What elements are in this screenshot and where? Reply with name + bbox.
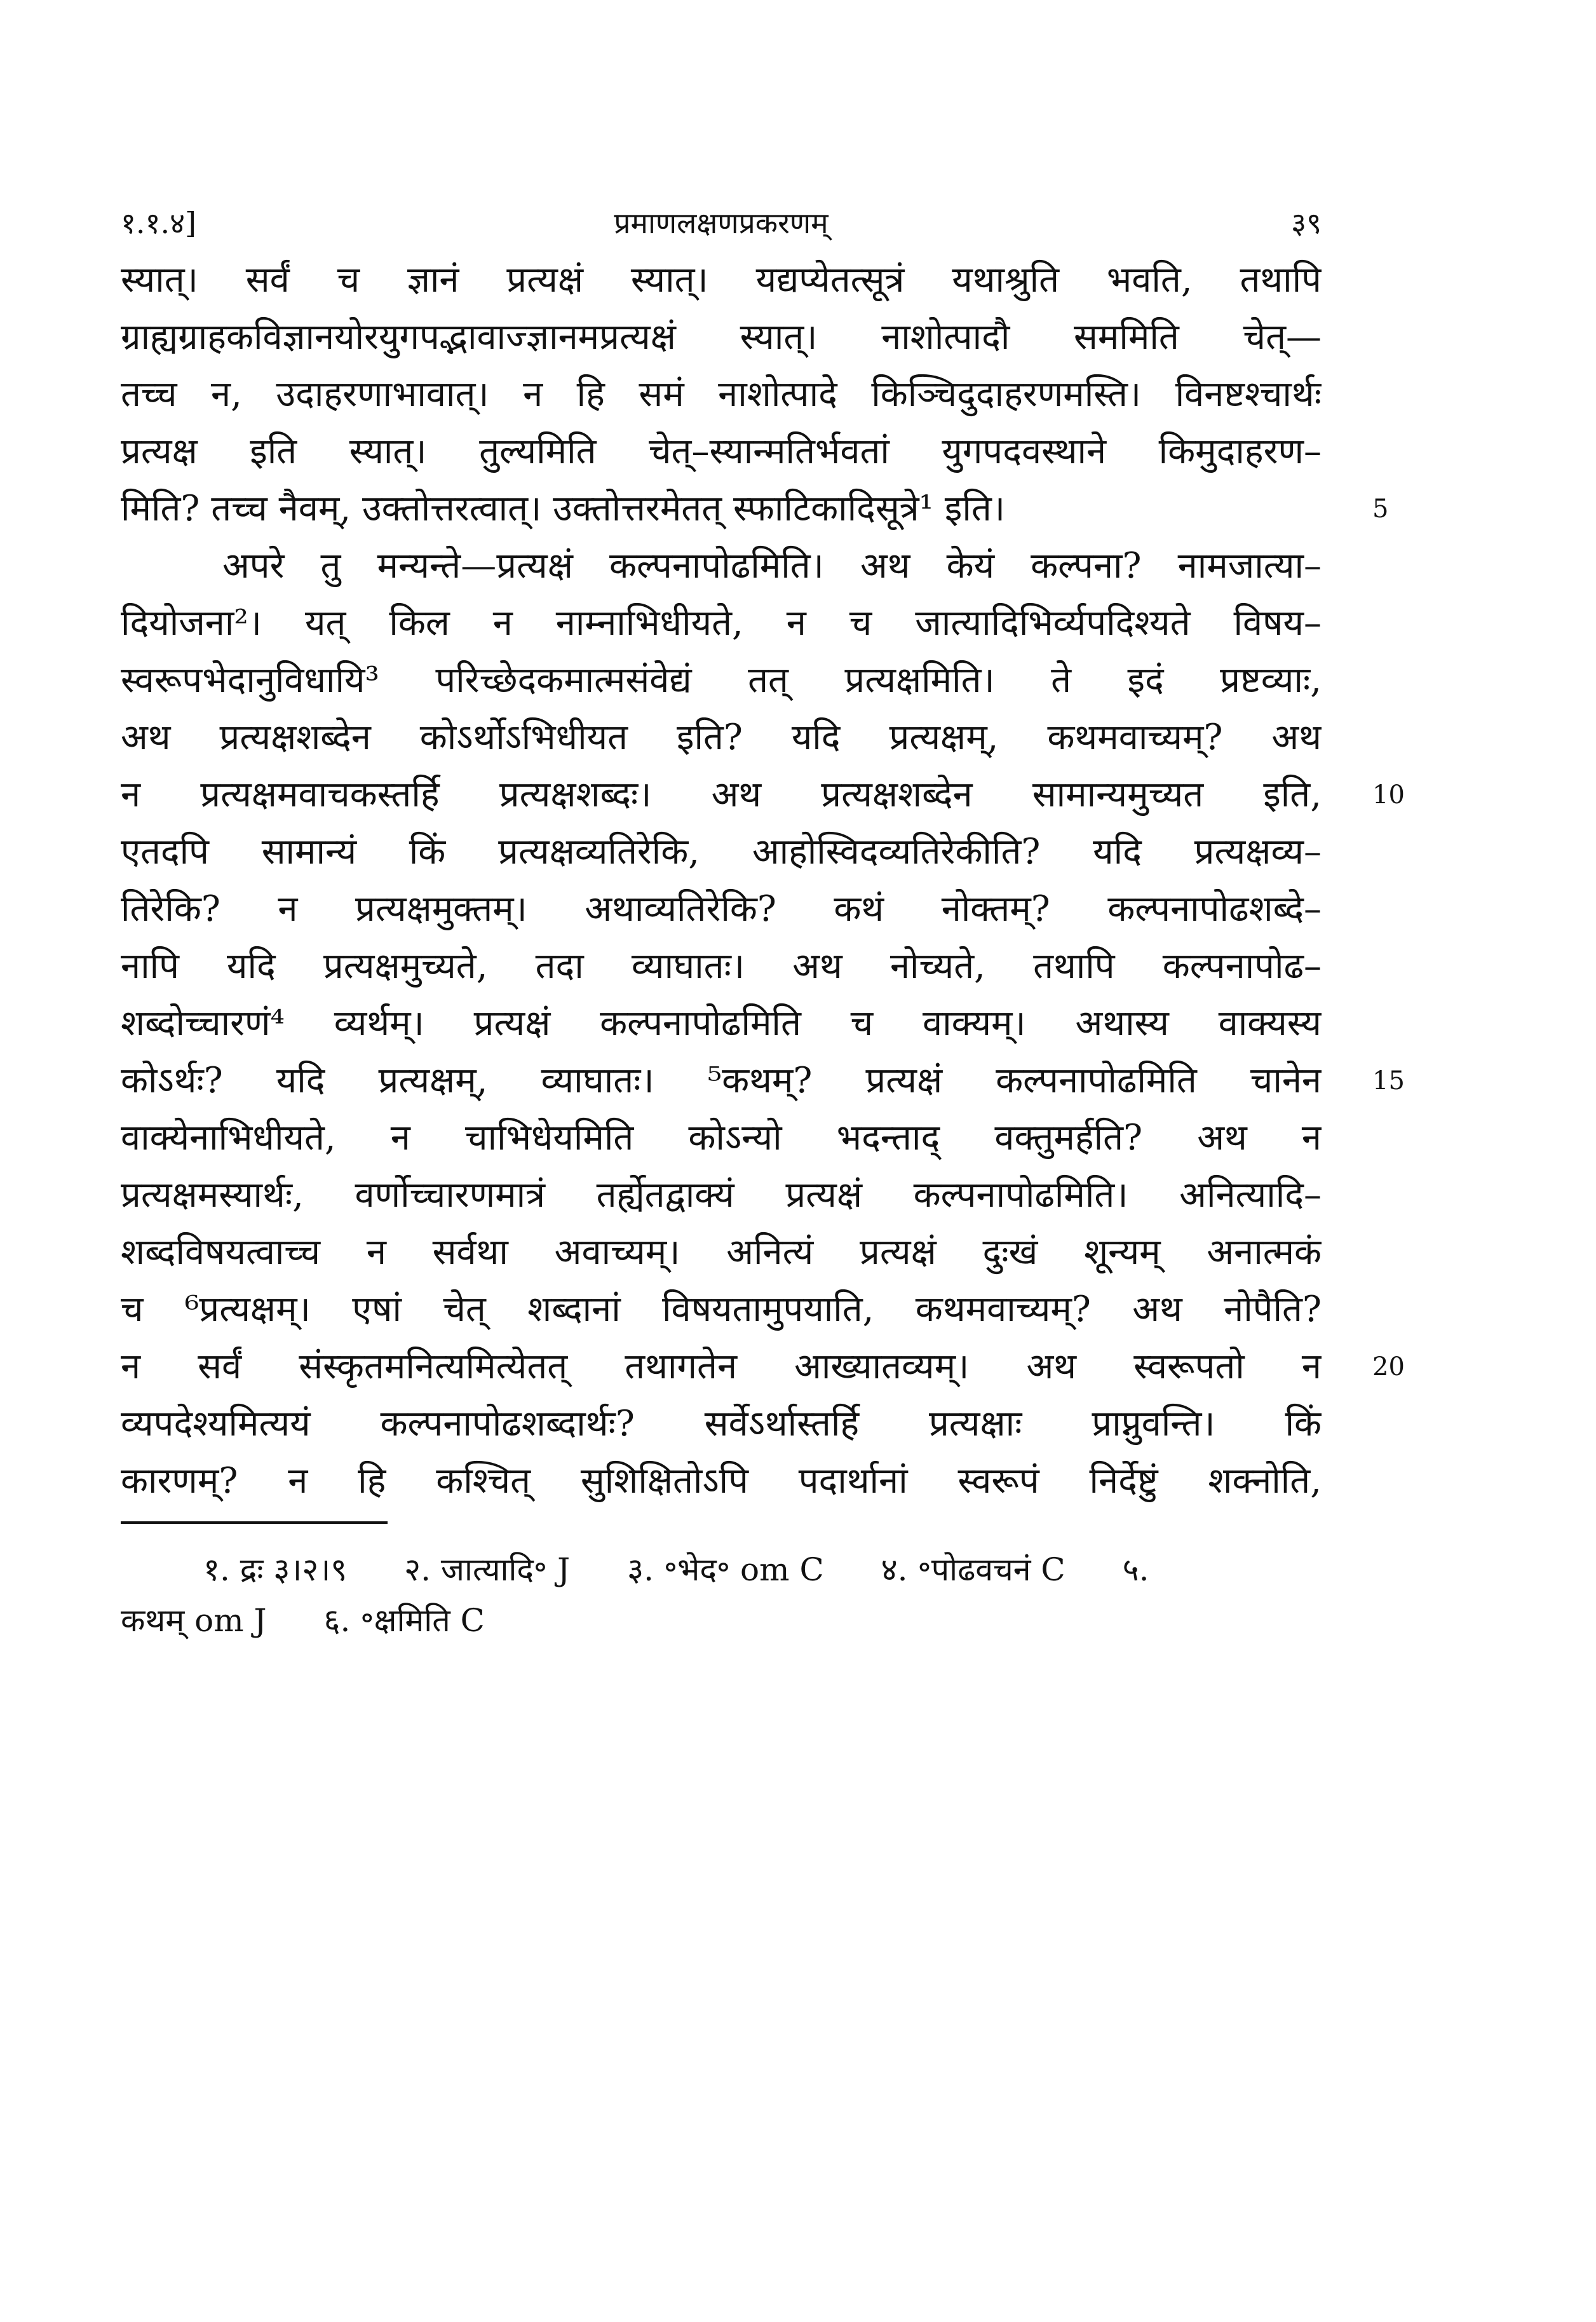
text-line: अथ प्रत्यक्षशब्देन कोऽर्थोऽभिधीयत इति? यदि प्रत्यक्षम्, कथमवाच्यम्? अथ	[121, 717, 1322, 758]
text-line: दियोजना²। यत् किल न नाम्नाभिधीयते, न च जात्यादिभिर्व्यपदिश्यते विषय–	[121, 602, 1322, 644]
footnote: कथम् om J	[121, 1602, 267, 1639]
text-line: नापि यदि प्रत्यक्षमुच्यते, तदा व्याघातः। अथ नोच्यते, तथापि कल्पनापोढ–	[121, 946, 1322, 987]
line-number: 20	[1372, 1352, 1405, 1382]
text-line: व्यपदेश्यमित्ययं कल्पनापोढशब्दार्थः? सर्वेऽर्थास्तर्हि प्रत्यक्षाः प्राप्नुवन्ति। किं	[121, 1403, 1322, 1444]
line-number: 10	[1372, 780, 1405, 810]
text-line: वाक्येनाभिधीयते, न चाभिधेयमिति कोऽन्यो भदन्ताद् वक्तुमर्हति? अथ न	[121, 1117, 1322, 1158]
footnote: ३. ॰भेद॰ om C	[627, 1551, 824, 1588]
line-number: 5	[1372, 494, 1389, 524]
text-line: ग्राह्यग्राहकविज्ञानयोरयुगपद्भावाज्ज्ञानमप्रत्यक्षं स्यात्। नाशोत्पादौ सममिति चेत्—	[121, 316, 1322, 358]
text-line: अपरे तु मन्यन्ते—प्रत्यक्षं कल्पनापोढमिति। अथ केयं कल्पना? नामजात्या–	[222, 545, 1322, 587]
footnote-divider	[121, 1521, 388, 1524]
text-line: कारणम्? न हि कश्चित् सुशिक्षितोऽपि पदार्थानां स्वरूपं निर्देष्टुं शक्नोति,	[121, 1460, 1322, 1502]
text-line: न सर्वं संस्कृतमनित्यमित्येतत् तथागतेन आख्यातव्यम्। अथ स्वरूपतो न	[121, 1346, 1322, 1387]
footnote: ५.	[1122, 1551, 1149, 1588]
footnotes-row	[121, 1595, 1322, 1646]
footnote: ४. ॰पोढवचनं C	[881, 1551, 1065, 1588]
text-line: प्रत्यक्षमस्यार्थः, वर्णोच्चारणमात्रं तर्ह्येतद्वाक्यं प्रत्यक्षं कल्पनापोढमिति। अनित्यादि–	[121, 1174, 1322, 1216]
text-line: एतदपि सामान्यं किं प्रत्यक्षव्यतिरेकि, आहोस्विदव्यतिरेकीति? यदि प्रत्यक्षव्य–	[121, 831, 1322, 872]
text-line: च ⁶प्रत्यक्षम्। एषां चेत् शब्दानां विषयतामुपयाति, कथमवाच्यम्? अथ नोपैति?	[121, 1289, 1322, 1330]
text-line: मिति? तच्च नैवम्, उक्तोत्तरत्वात्। उक्तोत्तरमेतत् स्फाटिकादिसूत्रे¹ इति।	[121, 488, 1006, 529]
footnotes-row	[121, 1544, 1322, 1595]
line-number: 15	[1372, 1066, 1405, 1096]
text-line: तिरेकि? न प्रत्यक्षमुक्तम्। अथाव्यतिरेकि? कथं नोक्तम्? कल्पनापोढशब्दे–	[121, 888, 1322, 930]
section-number: १.१.४]	[121, 206, 196, 240]
chapter-title: प्रमाणलक्षणप्रकरणम्	[614, 206, 828, 240]
text-line: शब्दोच्चारणं⁴ व्यर्थम्। प्रत्यक्षं कल्पनापोढमिति च वाक्यम्। अथास्य वाक्यस्य	[121, 1003, 1322, 1044]
text-line: न प्रत्यक्षमवाचकस्तर्हि प्रत्यक्षशब्दः। अथ प्रत्यक्षशब्देन सामान्यमुच्यत इति,	[121, 774, 1322, 815]
page-number: ३९	[1291, 206, 1322, 240]
running-head	[121, 194, 1322, 252]
footnote: ६. ॰क्षमिति C	[323, 1602, 485, 1639]
text-line: स्यात्। सर्वं च ज्ञानं प्रत्यक्षं स्यात्। यद्यप्येतत्सूत्रं यथाश्रुति भवति, तथापि	[121, 259, 1322, 301]
text-line: स्वरूपभेदानुविधायि³ परिच्छेदकमात्मसंवेद्यं तत् प्रत्यक्षमिति। ते इदं प्रष्टव्याः,	[121, 660, 1322, 701]
text-line: कोऽर्थः? यदि प्रत्यक्षम्, व्याघातः। ⁵कथम्? प्रत्यक्षं कल्पनापोढमिति चानेन	[121, 1060, 1322, 1101]
footnote: २. जात्यादि॰ J	[404, 1551, 571, 1588]
footnote: १. द्रः ३।२।९	[203, 1551, 348, 1588]
text-line: प्रत्यक्ष इति स्यात्। तुल्यमिति चेत्–स्यान्मतिर्भवतां युगपदवस्थाने किमुदाहरण–	[121, 431, 1322, 472]
text-line: तच्च न, उदाहरणाभावात्। न हि समं नाशोत्पादे किञ्चिदुदाहरणमस्ति। विनष्टश्चार्थः	[121, 374, 1322, 415]
text-line: शब्दविषयत्वाच्च न सर्वथा अवाच्यम्। अनित्यं प्रत्यक्षं दुःखं शून्यम् अनात्मकं	[121, 1232, 1322, 1273]
